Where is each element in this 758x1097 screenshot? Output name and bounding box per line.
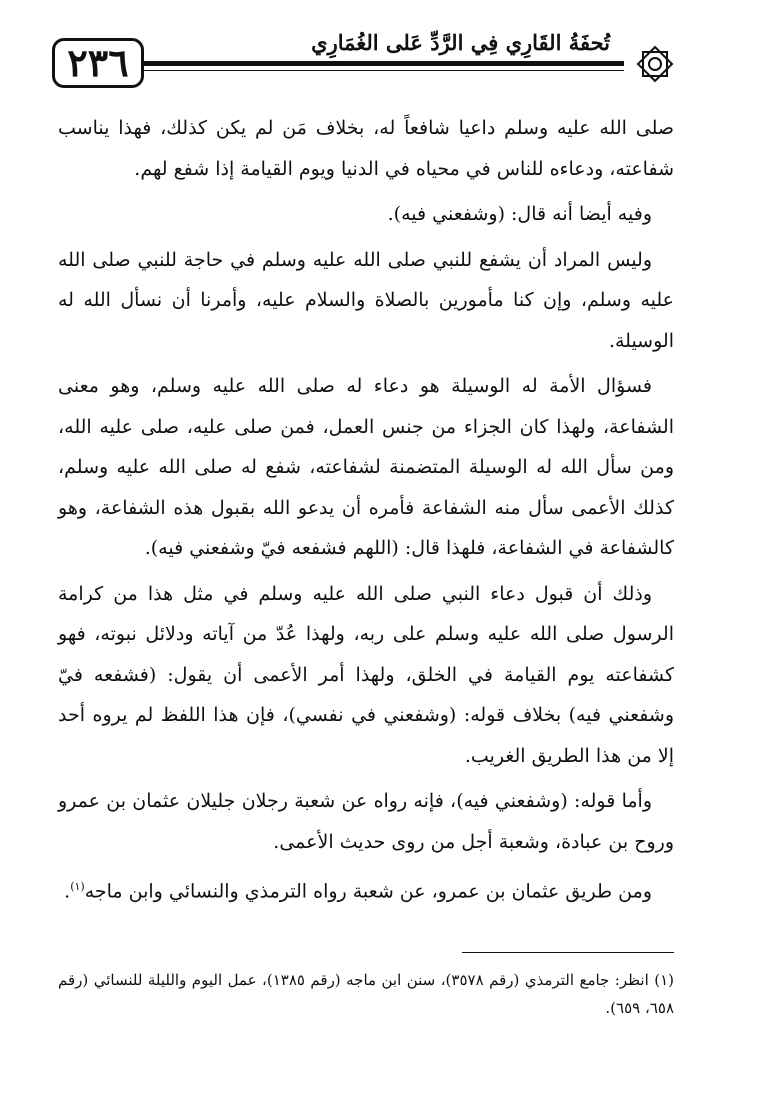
paragraph-7-period: . [64,880,71,903]
page-header [52,30,664,96]
paragraph-4: فسؤال الأمة له الوسيلة هو دعاء له صلى الله عليه وسلم، وهو معنى الشفاعة، ولهذا كان الجزاء من جنس العمل، فمن صلى عليه، صلى عليه الله، ومن سأل الله له الوسيلة المتضمنة لشفاعته، شفع له صلى الله عليه وسلم، كذلك الأعمى سأل منه الشفاعة فأمره أن يدعو الله بقبول هذه الشفاعة، وهو كالشفاعة في الشفاعة، فلهذا قال: (اللهم فشفعه فيّ وشفعني فيه). [58,375,674,559]
paragraph-5: وذلك أن قبول دعاء النبي صلى الله عليه وسلم في مثل هذا من كرامة الرسول صلى الله عليه وسلم على ربه، ولهذا عُدّ من آياته ودلائل نبوته، فهو كشفاعته يوم القيامة في الخلق، ولهذا أمر الأعمى أن يقول: (فشفعه فيّ وشفعني فيه) بخلاف قوله: (وشفعني في نفسي)، فإن هذا اللفظ لم يروه أحد إلا من هذا الطريق الغريب. [58,582,674,767]
footnote: (١) انظر: جامع الترمذي (رقم ٣٥٧٨)، سنن ابن ماجه (رقم ١٣٨٥)، عمل اليوم والليلة للنسائي (رقم ٦٥٨، ٦٥٩). [58,971,674,1017]
paragraph-3: وليس المراد أن يشفع للنبي صلى الله عليه وسلم في حاجة للنبي صلى الله عليه وسلم، وإن كنا مأمورين بالصلاة والسلام عليه، وأمرنا أن نسأل الله له الوسيلة. [58,248,674,352]
paragraph-6: وأما قوله: (وشفعني فيه)، فإنه رواه عن شعبة رجلان جليلان عثمان بن عمرو وروح بن عبادة، وشعبة أجل من روى حديث الأعمى. [58,790,674,853]
paragraph-7 [58,867,674,912]
header-rule-thin [144,70,624,71]
paragraph-2: وفيه أيضا أنه قال: (وشفعني فيه). [387,203,652,225]
running-title: تُحفَةُ القَارِي فِي الرَّدِّ عَلى الغُمَارِي [305,30,616,55]
footnote-marker[interactable]: (١) [70,880,85,893]
paragraph-7-text: ومن طريق عثمان بن عمرو، عن شعبة رواه الترمذي والنسائي وابن ماجه [84,880,652,903]
header-rule-thick [144,61,624,66]
footnote-separator [462,952,674,953]
octagram-star-ornament-icon [634,43,676,85]
paragraph-1: صلى الله عليه وسلم داعيا شافعاً له، بخلاف مَن لم يكن كذلك، فهذا يناسب شفاعته، ودعاءه للناس في محياه في الدنيا ويوم القيامة إذا شفع لهم. [58,117,674,180]
main-text [58,108,674,917]
page-number: ٢٣٦ [52,38,144,88]
